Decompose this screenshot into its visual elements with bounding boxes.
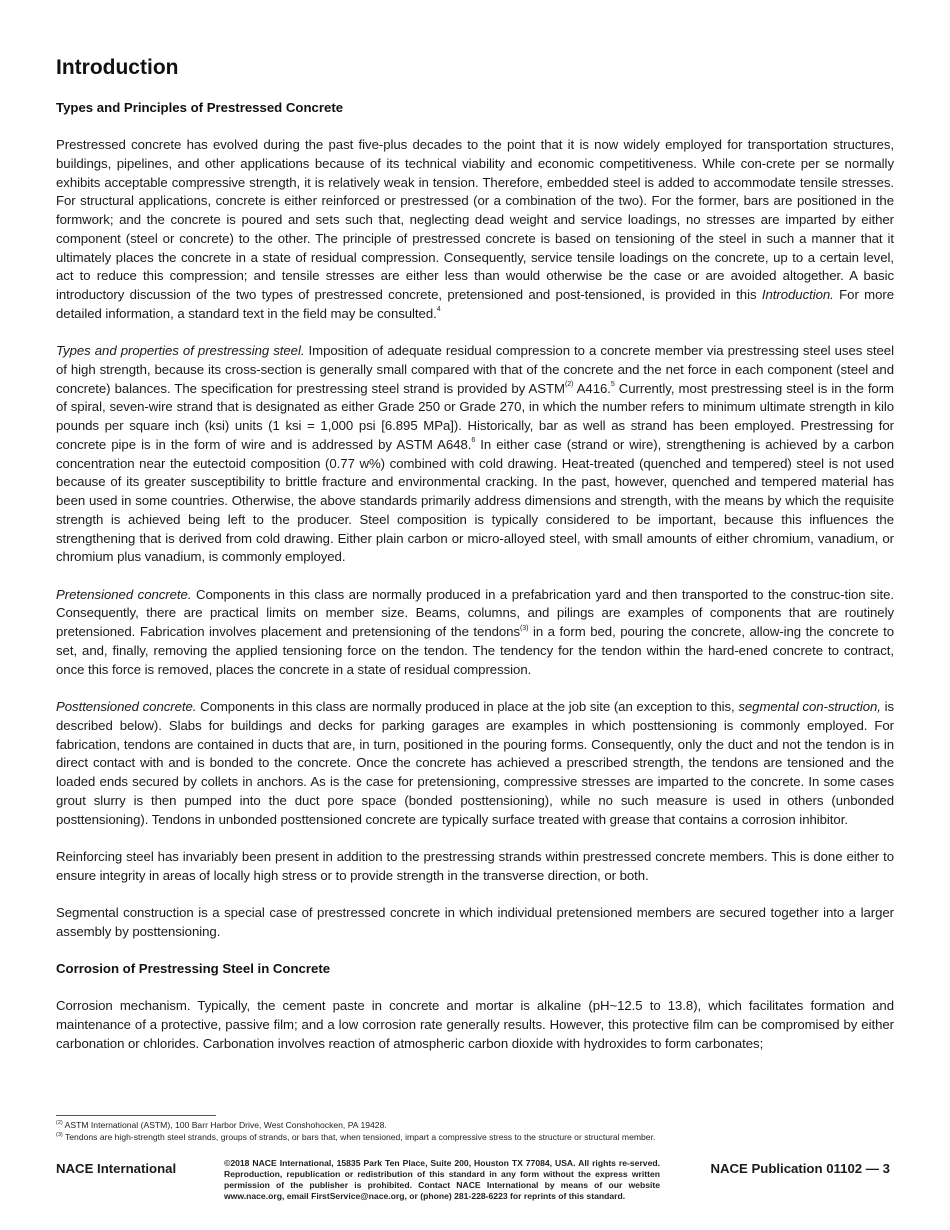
reference-4: 4: [436, 306, 441, 314]
reference-6: 6: [471, 437, 476, 445]
footnote-3: $^{(3)}$ Tendons are high-strength steel strands, groups of strands, or bars that, when tensioned, impart a compressive stress to the structure or structural member.: [56, 1131, 656, 1142]
footer-publication: NACE Publication 01102 — 3: [710, 1161, 890, 1176]
paragraph-posttensioned: Posttensioned concrete. Components in this class are normally produced in place at the job site (an exception to this, segmental con-struction, is described below). Slabs for buildings and decks for parking garages are examples in which posttensioning is commonly employed. For fabrication, tendons are contained in ducts that are, in turn, positioned in the pouring forms. Consequently, only the duct and not the tendon is in direct contact with and is bonded to the concrete. Once the concrete has achieved a prescribed strength, the tendons are tensioned and the loaded ends secured by collets in anchors. As is the case for pretensioning, compressive stresses are imparted to the concrete. In some cases grout slurry is then pumped into the duct pore space (bonded posttensioning), while no such measure is used in others (unbonded posttensioning). Tendons in unbonded posttensioned concrete are typically surface treated with grease that contains a corrosion inhibitor.: [56, 699, 895, 827]
footnote-divider: [56, 1115, 216, 1116]
footnote-ref-3: (3): [520, 624, 529, 632]
footnote-2: $^{(2)}$ ASTM International (ASTM), 100 Barr Harbor Drive, West Conshohocken, PA 19428.: [56, 1120, 387, 1130]
paragraph-prestressing-steel: Types and properties of prestressing steel. Imposition of adequate residual compression to a concrete member via prestressing steel uses steel of high strength, because its cross-section is generally small compared with that of the concrete and the net force in each component (steel and concrete) balances. The specification for prestressing steel strand is provided by ASTM$^{(2)}$ A416.$^5$ Currently, most prestressing steel is in the form of spiral, seven-wire strand that is designated as either Grade 250 or Grade 270, in which the number refers to minimum ultimate strength in kilo pounds per square inch (ksi) units (1 ksi = 1,000 psi [6.895 MPa]). Historically, bar as well as strand has been employed. Prestressing for concrete pipe is in the form of wire and is addressed by ASTM A648.$^6$ In either case (strand or wire), strengthening is achieved by a carbon concentration near the eutectoid composition (0.77 w%) combined with cold drawing. Heat-treated (quenched and tempered) steel is not used because of its greater susceptibility to brittle fracture and environmental cracking. In the past, however, quenched and tempered material has been used in some countries. Otherwise, the above standards primarily address dimensions and strength, with the means by which the requisite strength is achieved being left to the producer. Steel composition is typically considered to be important, because this influences the strengthening that is derived from cold drawing. Either plain carbon or micro-alloyed steel, with small amounts of either chromium, vanadium, or chromium plus vanadium, is commonly employed.: [56, 343, 894, 565]
footer-org: NACE International: [56, 1161, 177, 1176]
footer-copyright: ©2018 NACE International, 15835 Park Ten Place, Suite 200, Houston TX 77084, USA. All rights re-served. Reproduction, republication or redistribution of this standard in any form without the express written permission of the publisher is prohibited. Contact NACE International by means of our website www.nace.org, email FirstService@nace.org, or (phone) 281-228-6223 for reprints of this standard.: [224, 1158, 660, 1202]
paragraph-reinforcing: Reinforcing steel has invariably been present in addition to the prestressing strands within prestressed concrete members. This is done either to ensure integrity in areas of locally high stress or to provide strength in the transverse direction, or both.: [56, 848, 894, 883]
footnotes: [56, 1120, 894, 1143]
reference-5: 5: [610, 381, 615, 389]
footnote-ref-2: (2): [564, 381, 574, 389]
paragraph-intro: Prestressed concrete has evolved during the past five-plus decades to the point that it is now widely employed for transportation structures, buildings, pipelines, and other applications because of its technical viability and economic competitiveness. While con-crete per se normally exhibits acceptable compressive strength, it is relatively weak in tension. Therefore, embedded steel is added to accommodate tensile stresses. For structural applications, concrete is either reinforced or prestressed (or a combination of the two). For the former, bars are positioned in the formwork; and the concrete is poured and sets such that, neglecting dead weight and service loadings, no stresses are imparted by either component (steel or concrete) to the other. The principle of prestressed concrete is based on tensioning of the steel in such a manner that it ultimately places the concrete in a state of residual compression. Consequently, service tensile loadings on the concrete, up to a certain level, act to reduce this compression; and tensile stresses are either less than would otherwise be the case or are avoided altogether. A basic introductory discussion of the two types of prestressed concrete, pretensioned and post-tensioned, is provided in this Introduction. For more detailed information, a standard text in the field may be consulted.$^4$: [56, 137, 894, 321]
paragraph-segmental: Segmental construction is a special case of prestressed concrete in which individual pretensioned members are secured together into a larger assembly by posttensioning.: [56, 904, 894, 939]
page-footer: [56, 1158, 894, 1204]
page-body: [56, 54, 894, 1053]
paragraph-pretensioned: Pretensioned concrete. Components in this class are normally produced in a prefabrication yard and then transported to the construc-tion site. Consequently, there are practical limits on member size. Beams, columns, and pilings are examples of components that are routinely pretensioned. Fabrication involves placement and pretensioning of the tendons$^{(3)}$ in a form bed, pouring the concrete, allow-ing the concrete to set, and, finally, removing the applied tensioning force on the tendon. The tendency for the tendon within the hard-ened concrete to contract, once this force is removed, places the concrete in a state of residual compression.: [56, 586, 894, 677]
section-heading-types: Types and Principles of Prestressed Concrete: [56, 100, 344, 115]
page-title: Introduction: [56, 56, 179, 79]
paragraph-corrosion: Corrosion mechanism. Typically, the cement paste in concrete and mortar is alkaline (pH~12.5 to 13.8), which facilitates formation and maintenance of a protective, passive film; and a low corrosion rate generally results. However, this protective film can be compromised by either carbonation or chlorides. Carbonation involves reaction of atmospheric carbon dioxide with hydroxides to form carbonates;: [56, 998, 894, 1051]
section-heading-corrosion: Corrosion of Prestressing Steel in Concrete: [56, 961, 331, 977]
